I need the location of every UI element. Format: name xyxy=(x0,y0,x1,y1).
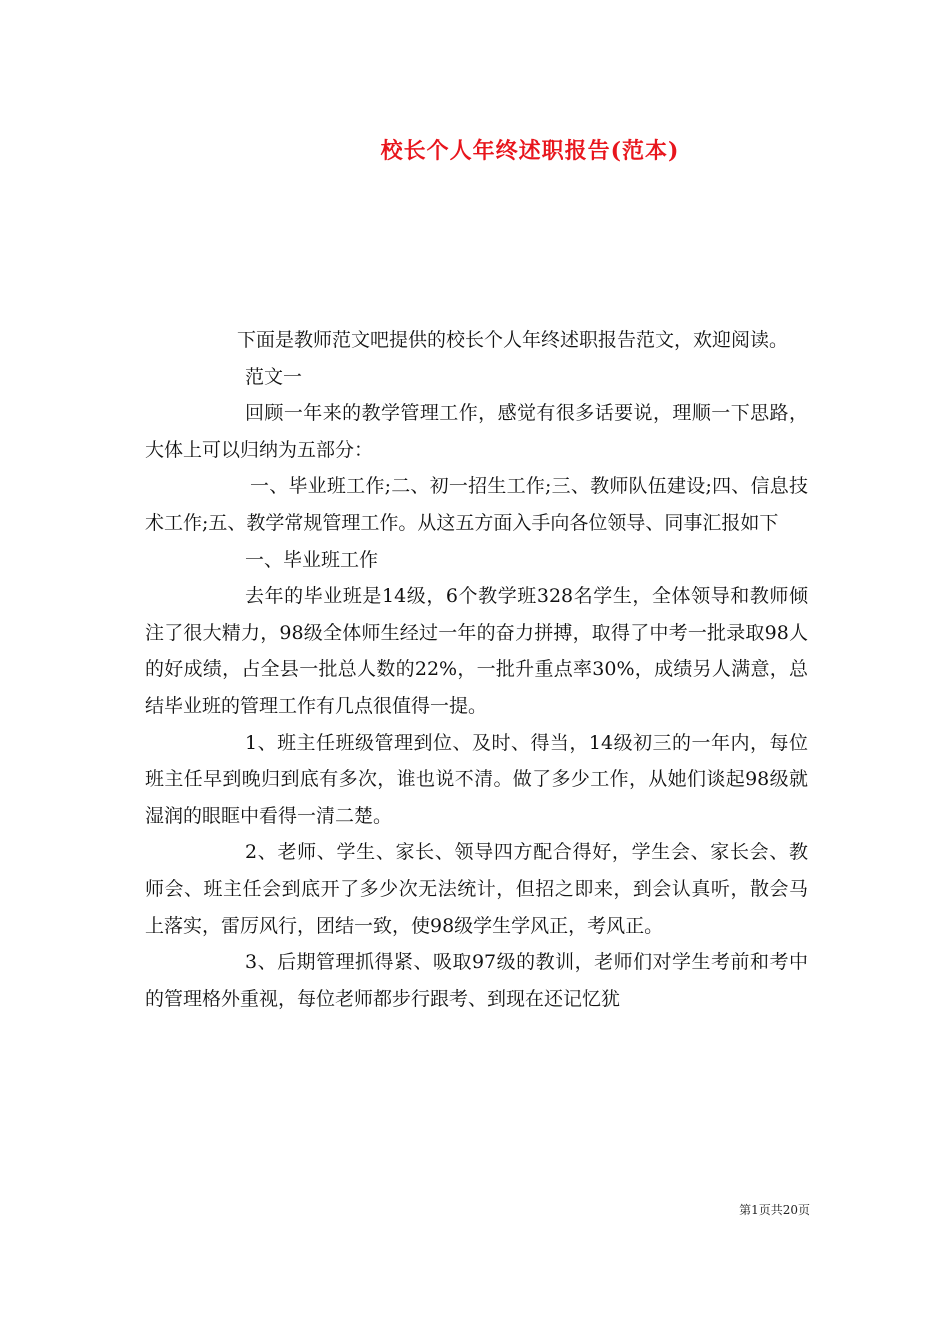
paragraph-sample-heading: 范文一 xyxy=(245,365,303,388)
paragraph-graduating-results: 去年的毕业班是14级，6个教学班328名学生，全体领导和教师倾注了很大精力，98级全体师生经过一年的奋力拼搏，取得了中考一批录取98人的好成绩，占全县一批总人数的22%，一批升重点率30%，成绩另人满意，总结毕业班的管理工作有几点很值得一提。 xyxy=(145,585,808,717)
page-number: 第1页共20页 xyxy=(739,1203,810,1217)
section-heading-graduating-class: 一、毕业班工作 xyxy=(245,548,379,571)
document-title: 校长个人年终述职报告(范本) xyxy=(380,138,680,164)
document-body xyxy=(145,322,808,1017)
paragraph-point-2: 2、老师、学生、家长、领导四方配合得好，学生会、家长会、教师会、班主任会到底开了多少次无法统计，但招之即来，到会认真听，散会马上落实，雷厉风行，团结一致，使98级学生学风正，考风正。 xyxy=(145,841,808,937)
paragraph-point-3: 3、后期管理抓得紧、吸取97级的教训，老师们对学生考前和考中的管理格外重视，每位老师都步行跟考、到现在还记忆犹 xyxy=(145,951,808,1010)
paragraph-intro: 下面是教师范文吧提供的校长个人年终述职报告范文，欢迎阅读。 xyxy=(237,329,789,351)
paragraph-point-1: 1、班主任班级管理到位、及时、得当，14级初三的一年内，每位班主任早到晚归到底有多次，谁也说不清。做了多少工作，从她们谈起98级就湿润的眼眶中看得一清二楚。 xyxy=(145,731,808,827)
paragraph-outline: 一、毕业班工作;二、初一招生工作;三、教师队伍建设;四、信息技术工作;五、教学常规管理工作。从这五方面入手向各位领导、同事汇报如下 xyxy=(145,475,808,534)
paragraph-review: 回顾一年来的教学管理工作，感觉有很多话要说，理顺一下思路，大体上可以归纳为五部分： xyxy=(145,402,808,461)
